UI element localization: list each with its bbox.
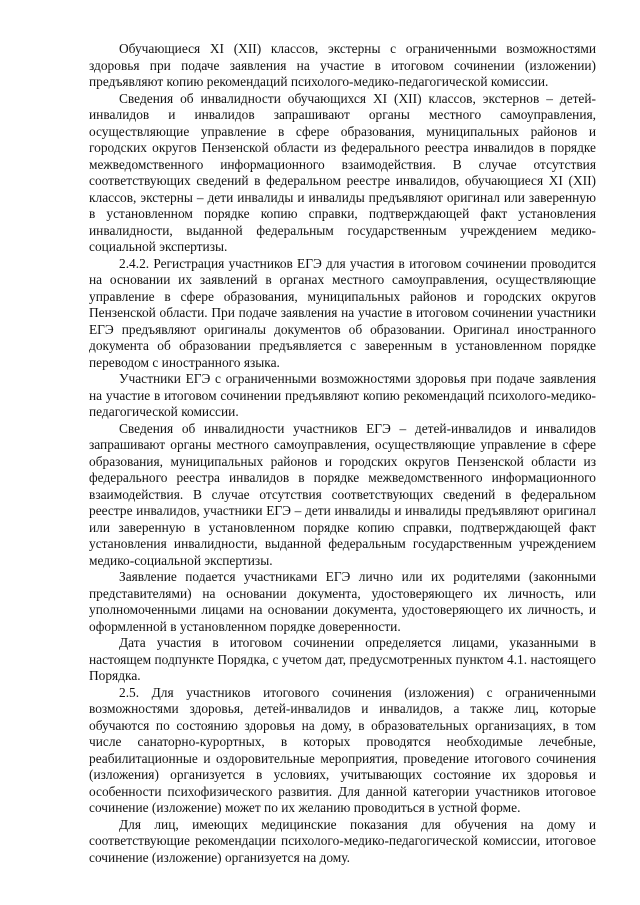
paragraph-9: Для лиц, имеющих медицинские показания для обучения на дому и соответствующие рекомендации психолого-медико-педагогической комиссии, итоговое сочинение (изложение) организуется на дому. [89,816,596,865]
paragraph-2: Сведения об инвалидности обучающихся XI (XII) классов, экстернов – детей-инвалидов и инвалидов запрашивают органы местного самоуправления, осуществляющие управление в сфере образования, муниципальных районов и городских округов Пензенской области из федерального реестра инвалидов в порядке межведомственного информационного взаимодействия. В случае отсутствия соответствующих сведений в федеральном реестре инвалидов, обучающиеся XI (XII) классов, экстерны – дети инвалиды и инвалиды предъявляют оригинал или заверенную в установленном порядке копию справки, подтверждающей факт установления инвалидности, выданной федеральным государственным учреждением медико-социальной экспертизы. [89,90,596,254]
paragraph-3: 2.4.2. Регистрация участников ЕГЭ для участия в итоговом сочинении проводится на основании их заявлений в органах местного самоуправления, осуществляющие управление в сфере образования, муниципальных районов и городских округов Пензенской области. При подаче заявления на участие в итоговом сочинении участники ЕГЭ предъявляют оригиналы документов об образовании. Оригинал иностранного документа об образовании предъявляется с заверенным в установленном порядке переводом с иностранного языка. [89,255,596,370]
paragraph-4: Участники ЕГЭ с ограниченными возможностями здоровья при подаче заявления на участие в итоговом сочинении предъявляют копию рекомендаций психолого-медико-педагогической комиссии. [89,371,596,419]
paragraph-8: 2.5. Для участников итогового сочинения (изложения) с ограниченными возможностями здоровья, детей-инвалидов и инвалидов, а также лиц, которые обучаются по состоянию здоровья на дому, в образовательных организациях, в том числе санаторно-курортных, в которых проводятся необходимые лечебные, реабилитационные и оздоровительные мероприятия, проведение итогового сочинения (изложения) организуется в условиях, учитывающих состояние их здоровья и особенности психофизического развития. Для данной категории участников итоговое сочинение (изложение) может по их желанию проводиться в устной форме. [89,684,596,815]
paragraph-1: Обучающиеся XI (XII) классов, экстерны с ограниченными возможностями здоровья при подаче заявления на участие в итоговом сочинении (изложении) предъявляют копию рекомендаций психолого-медико-педагогической комиссии. [89,41,596,89]
document-page [89,41,596,866]
paragraph-5: Сведения об инвалидности участников ЕГЭ – детей-инвалидов и инвалидов запрашивают органы местного самоуправления, осуществляющие управление в сфере образования, муниципальных районов и городских округов Пензенской области из федерального реестра инвалидов в порядке межведомственного информационного взаимодействия. В случае отсутствия соответствующих сведений в федеральном реестре инвалидов, участники ЕГЭ – дети инвалиды и инвалиды предъявляют оригинал или заверенную в установленном порядке копию справки, подтверждающей факт установления инвалидности, выданной федеральным государственным учреждением медико-социальной экспертизы. [89,420,596,568]
paragraph-7: Дата участия в итоговом сочинении определяется лицами, указанными в настоящем подпункте Порядка, с учетом дат, предусмотренных пунктом 4.1. настоящего Порядка. [89,635,596,683]
paragraph-6: Заявление подается участниками ЕГЭ лично или их родителями (законными представителями) на основании документа, удостоверяющего их личность, или уполномоченными лицами на основании документа, удостоверяющего их личность, и оформленной в установленном порядке доверенности. [89,569,596,634]
